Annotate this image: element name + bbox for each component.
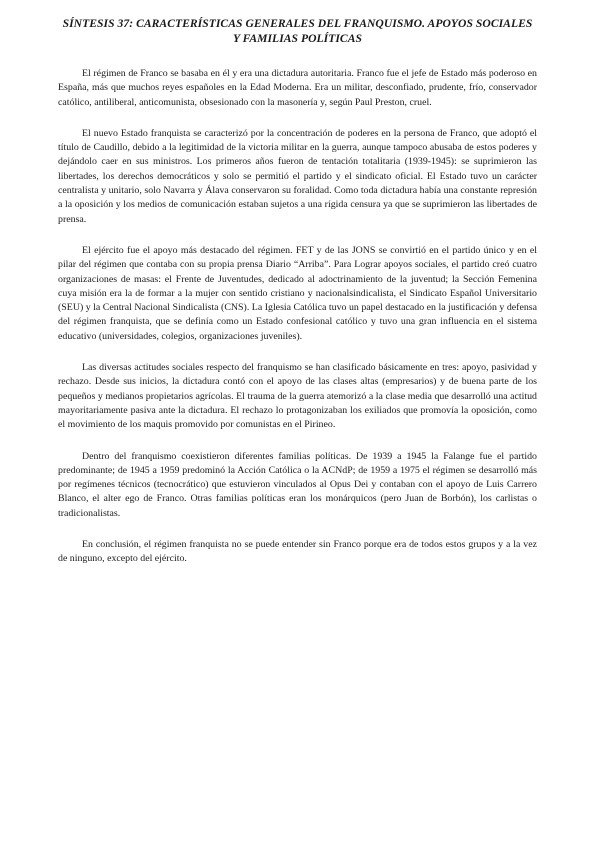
paragraph-new-state: El nuevo Estado franquista se caracterizó por la concentración de poderes en la persona de Franco, que adoptó el título de Caudillo, debido a la legitimidad de la victoria militar en la guerra, aunque tampoco abusaba de estos poderes y dejándolo caer en sus ministros. Los primeros años fueron de tentación totalitaria (1939-1945): se suprimieron las libertades, los derechos democráticos y solo se permitió el partido y el sindicato oficial. El Estado tuvo un carácter centralista y unitario, solo Navarra y Álava conservaron su foralidad. Como toda dictadura había una constante represión a la oposición y los medios de comunicación estaban sujetos a una rígida censura ya que se suprimieron las libertades de prensa.: [58, 127, 537, 225]
paragraph-franco-regime: El régimen de Franco se basaba en él y era una dictadura autoritaria. Franco fue el jefe de Estado más poderoso en España, más que muchos reyes españoles en la Edad Moderna. Era un militar, desconfiado, prudente, frío, conservador católico, antiliberal, anticomunista, obsesionado con la masonería y, según Paul Preston, cruel.: [58, 68, 537, 108]
document-title: SÍNTESIS 37: CARACTERÍSTICAS GENERALES DEL FRANQUISMO. APOYOS SOCIALES Y FAMILIAS POLÍTICAS: [62, 17, 533, 45]
paragraph-conclusion: En conclusión, el régimen franquista no se puede entender sin Franco porque era de todos estos grupos y a la vez de ninguno, excepto del ejército.: [58, 539, 537, 565]
paragraph-army-support: El ejército fue el apoyo más destacado del régimen. FET y de las JONS se convirtió en el partido único y en el pilar del régimen que contaba con su propia prensa Diario “Arriba”. Para Lograr apoyos sociales, el partido creó cuatro organizaciones de masas: el Frente de Juventudes, dedicado al adoctrinamiento de la juventud; la Sección Femenina cuya misión era la de formar a la mujer con sentido cristiano y nacionalsindicalista, el Sindicato Español Universitario (SEU) y la Central Nacional Sindicalista (CNS). La Iglesia Católica tuvo un papel destacado en la justificación y defensa del régimen franquista, que se definía como un Estado confesional católico y tuvo una gran influencia en el sistema educativo (universidades, colegios, organizaciones juveniles).: [58, 244, 537, 342]
paragraph-social-attitudes: Las diversas actitudes sociales respecto del franquismo se han clasificado básicamente en tres: apoyo, pasividad y rechazo. Desde sus inicios, la dictadura contó con el apoyo de las clases altas (empresarios) y de buena parte de los pequeños y medianos propietarios agrícolas. El trauma de la guerra atemorizó a la clase media que desarrolló una actitud mayoritariamente pasiva ante la dictadura. El rechazo lo protagonizaban los exiliados que promovía la oposición, como el movimiento de los maquis promovido por comunistas en el Pirineo.: [58, 362, 537, 431]
paragraph-political-families: Dentro del franquismo coexistieron diferentes familias políticas. De 1939 a 1945 la Falange fue el partido predominante; de 1945 a 1959 predominó la Acción Católica o la ACNdP; de 1959 a 1975 el régimen se desarrolló más por regímenes técnicos (tecnocrático) que estuvieron vinculados al Opus Dei y contaban con el apoyo de Luis Carrero Blanco, el alter ego de Franco. Otras familias políticas eran los monárquicos (pero Juan de Borbón), los carlistas o tradicionalistas.: [58, 450, 537, 519]
